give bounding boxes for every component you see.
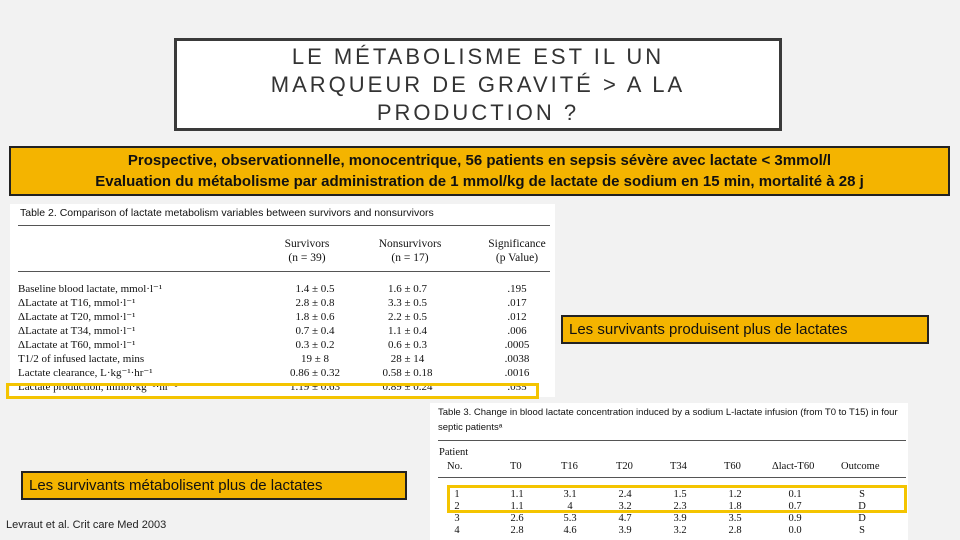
table-row: 2 1.1 4 3.2 2.3 1.8 0.7 D [454,501,866,512]
table-3-rule-header [438,477,906,478]
table-row: Lactate clearance, L·kg⁻¹·hr⁻¹ 0.86 ± 0.32 0.58 ± 0.18 .0016 [18,367,530,379]
table-row: ΔLactate at T60, mmol·l⁻¹ 0.3 ± 0.2 0.6 ± 0.3 .0005 [18,339,530,351]
patients-1-2-highlight [447,485,907,513]
table-row: ΔLactate at T34, mmol·l⁻¹ 0.7 ± 0.4 1.1 ± 0.4 .006 [18,325,527,337]
table-row: 3 2.6 5.3 4.7 3.9 3.5 0.9 D [454,513,866,524]
title-line-1: LE MÉTABOLISME EST IL UN [291,43,665,69]
header-outcome: Outcome [841,461,880,472]
lactate-production-highlight [6,383,539,399]
table-row: ΔLactate at T20, mmol·l⁻¹ 1.8 ± 0.6 2.2 ± 0.5 .012 [18,311,527,323]
table-2 [10,204,555,397]
survivors-production-note: Les survivants produisent plus de lactates [561,315,929,344]
slide-title [174,38,782,131]
table-2-caption: Table 2. Comparison of lactate metabolism variables between survivors and nonsurvivors [20,207,434,219]
table-row: 4 2.8 4.6 3.9 3.2 2.8 0.0 S [454,525,865,536]
banner-line-2: Evaluation du métabolisme par administration de 1 mmol/kg de lactate de sodium en 15 min, mortalité à 28 j [95,173,864,190]
header-dlact: Δlact-T60 [772,461,815,472]
header-t60: T60 [724,461,741,472]
title-line-3: PRODUCTION ? [376,99,580,125]
table-row: 1 1.1 3.1 2.4 1.5 1.2 0.1 S [454,489,865,500]
survivors-metabolism-note: Les survivants métabolisent plus de lactates [21,471,407,500]
header-significance: Significance (p Value) [488,238,546,264]
banner-line-1: Prospective, observationnelle, monocentrique, 56 patients en sepsis sévère avec lactate < 3mmol/l [127,152,832,169]
table-row: ΔLactate at T16, mmol·l⁻¹ 2.8 ± 0.8 3.3 ± 0.5 .017 [18,297,527,309]
header-nonsurvivors: Nonsurvivors (n = 17) [378,238,442,264]
table-row: Baseline blood lactate, mmol·l⁻¹ 1.4 ± 0.5 1.6 ± 0.7 .195 [18,283,527,295]
header-patient: Patient [439,447,469,458]
table-row: Lactate production, mmol·kg⁻¹·hr⁻¹ 1.19 ± 0.63 0.89 ± 0.24 .055 [18,381,527,393]
header-t0: T0 [510,461,522,472]
citation: Levraut et al. Crit care Med 2003 [6,519,167,531]
header-survivors: Survivors (n = 39) [284,238,330,264]
table-3-rule-top [438,440,906,441]
table-2-rule-top [18,225,550,226]
table-3 [430,403,908,540]
header-t34: T34 [670,461,687,472]
table-row: T1/2 of infused lactate, mins 19 ± 8 28 ± 14 .0038 [18,353,530,365]
title-line-2: MARQUEUR DE GRAVITÉ > A LA [270,71,686,97]
header-no: No. [447,461,463,472]
header-t16: T16 [561,461,578,472]
table-3-caption: Table 3. Change in blood lactate concentration induced by a sodium L-lactate infusion (from T0 to T15) in four septic patientsᵃ [438,407,898,433]
study-summary-banner [9,146,950,196]
header-t20: T20 [616,461,633,472]
table-2-rule-header [18,271,550,272]
